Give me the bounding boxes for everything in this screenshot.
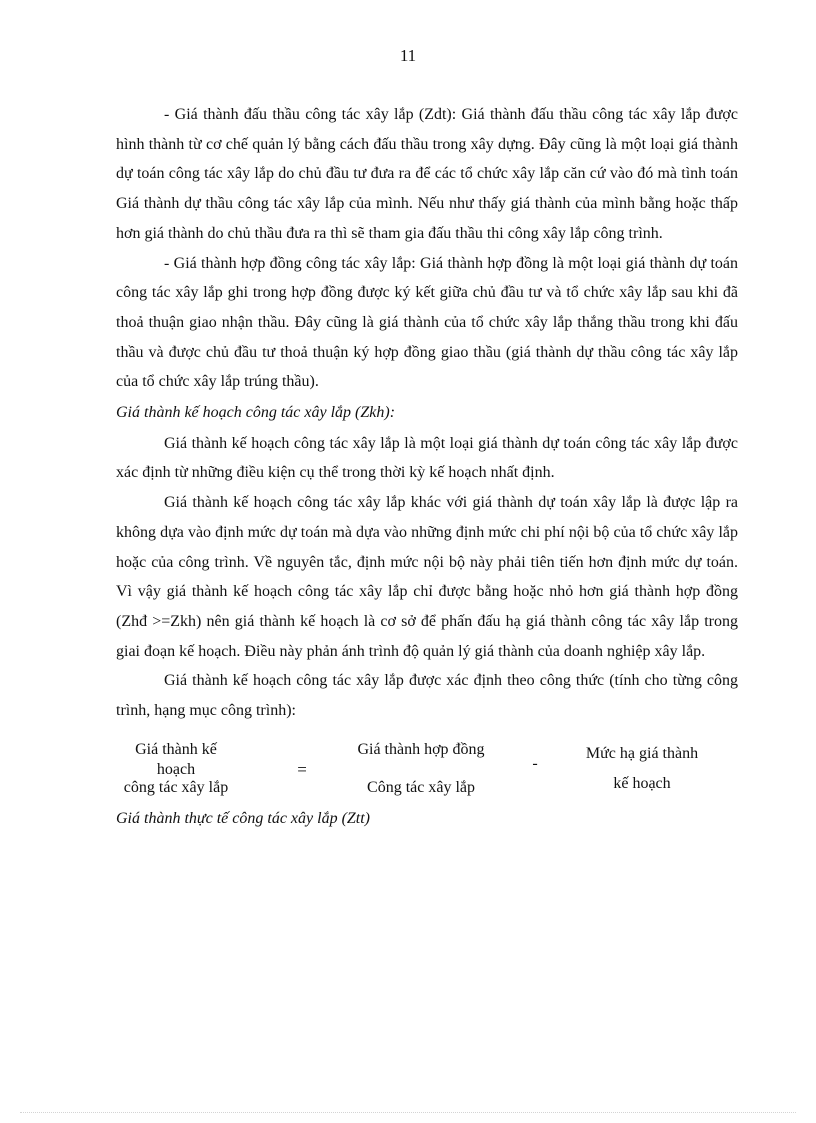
- formula-right-line1: Mức hạ giá thành: [585, 744, 699, 762]
- page-number: 11: [399, 46, 417, 65]
- formula-left-line2: công tác xây lắp: [123, 778, 229, 796]
- page-bottom-border: [20, 1112, 796, 1113]
- formula-middle-line2: Công tác xây lắp: [367, 778, 475, 796]
- formula-equals-sign: =: [297, 759, 307, 779]
- paragraph-planned-price-difference: Giá thành kế hoạch công tác xây lắp khác với giá thành dự toán xây lắp là được lập ra không dựa vào định mức dự toán mà dựa vào những định mức chi phí nội bộ của tổ chức xây lắp hoặc của công trình. Về nguyên tắc, định mức nội bộ này phải tiên tiến hơn định mức dự toán. Vì vậy giá thành kế hoạch công tác xây lắp chỉ được bằng hoặc nhỏ hơn giá thành hợp đồng (Zhđ >=Zkh) nên giá thành kế hoạch là cơ sở để phấn đấu hạ giá thành công tác xây lắp trong giai đoạn kế hoạch. Điều này phản ánh trình độ quản lý giá thành của doanh nghiệp xây lắp.: [116, 494, 738, 660]
- heading-actual-price: Giá thành thực tế công tác xây lắp (Ztt): [116, 809, 371, 827]
- formula: [116, 730, 738, 804]
- paragraph-bid-price: - Giá thành đấu thầu công tác xây lắp (Zdt): Giá thành đấu thầu công tác xây lắp được hình thành từ cơ chế quản lý bằng cách đấu thầu trong xây dựng. Đây cũng là một loại giá thành dự toán công tác xây lắp do chủ đầu tư đưa ra để các tổ chức xây lắp căn cứ vào đó mà tình toán Giá thành dự thầu công tác xây lắp của mình. Nếu như thấy giá thành của mình bằng hoặc thấp hơn giá thành do chủ thầu đưa ra thì sẽ tham gia đấu thầu thi công xây lắp công trình.: [116, 106, 738, 242]
- document-body: [116, 100, 738, 833]
- formula-left-line1: Giá thành kế hoạch: [135, 740, 217, 778]
- formula-right-line2: kế hoạch: [613, 774, 671, 792]
- paragraph-contract-price: - Giá thành hợp đồng công tác xây lắp: Giá thành hợp đồng là một loại giá thành dự toán công tác xây lắp ghi trong hợp đồng được ký kết giữa chủ đầu tư và tổ chức xây lắp sau khi đã thoả thuận giao nhận thầu. Đây cũng là giá thành của tổ chức xây lắp thắng thầu trong khi đấu thầu và được chủ đầu tư thoả thuận ký hợp đồng giao thầu (giá thành dự thầu công tác xây lắp của tổ chức xây lắp trúng thầu).: [116, 254, 738, 391]
- paragraph-planned-price-definition: Giá thành kế hoạch công tác xây lắp là một loại giá thành dự toán công tác xây lắp được xác định từ những điều kiện cụ thể trong thời kỳ kế hoạch nhất định.: [116, 434, 738, 482]
- heading-planned-price: Giá thành kế hoạch công tác xây lắp (Zkh):: [116, 404, 396, 422]
- formula-minus-sign: -: [532, 754, 538, 772]
- paragraph-formula-intro: Giá thành kế hoạch công tác xây lắp được xác định theo công thức (tính cho từng công trình, hạng mục công trình):: [116, 672, 738, 720]
- formula-middle-line1: Giá thành hợp đồng: [357, 740, 485, 758]
